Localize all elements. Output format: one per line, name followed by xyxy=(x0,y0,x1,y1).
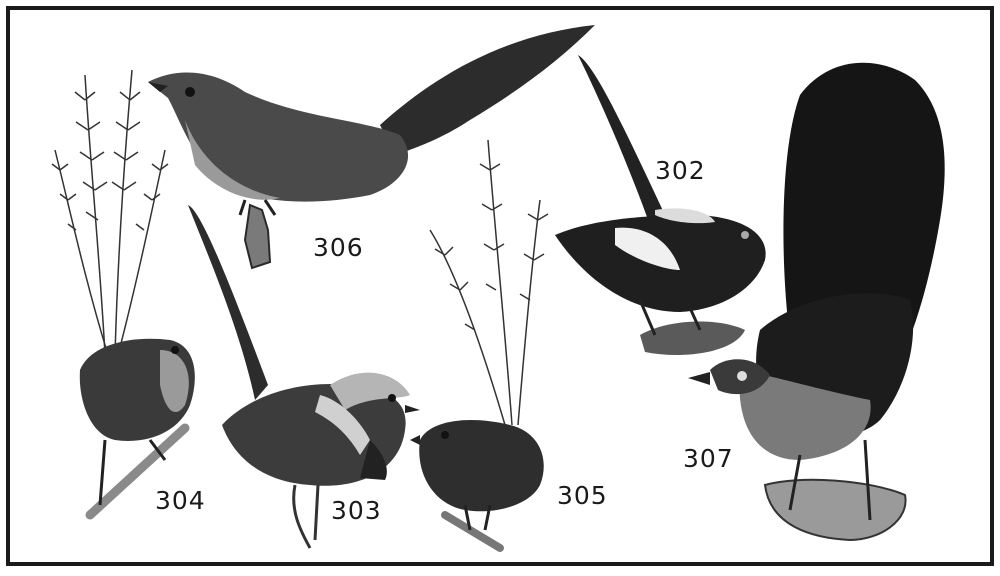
bird-303-eye xyxy=(388,394,396,402)
bird-307-perch xyxy=(765,480,906,540)
bird-303-beak xyxy=(405,405,420,413)
bird-305-beak xyxy=(410,435,420,445)
bird-302-perch xyxy=(640,322,745,355)
figure-label-304: 304 xyxy=(155,486,206,515)
bird-306 xyxy=(148,25,595,268)
figure-label-303: 303 xyxy=(331,496,382,525)
bird-307-beak xyxy=(688,372,710,385)
figure-label-306: 306 xyxy=(313,233,364,262)
bird-306-eye xyxy=(185,87,195,97)
bird-304 xyxy=(52,70,195,515)
bird-303 xyxy=(188,205,420,548)
bird-305-perch xyxy=(445,515,500,548)
bird-303-legs xyxy=(294,485,318,548)
figure-label-302: 302 xyxy=(655,156,706,185)
bird-302-tail xyxy=(578,55,665,225)
figure-label-305: 305 xyxy=(557,481,608,510)
bird-305-tail xyxy=(430,140,548,425)
bird-305-eye xyxy=(441,431,449,439)
bird-306-perch xyxy=(245,205,270,268)
bird-305-body xyxy=(419,420,544,511)
bird-304-tail xyxy=(52,70,168,355)
bird-304-eye xyxy=(171,346,179,354)
bird-306-tail xyxy=(380,25,595,155)
bird-307-eye xyxy=(737,371,747,381)
bird-305 xyxy=(410,140,548,548)
bird-302-eye xyxy=(741,231,749,239)
figure-label-307: 307 xyxy=(683,444,734,473)
bird-302 xyxy=(555,55,766,355)
